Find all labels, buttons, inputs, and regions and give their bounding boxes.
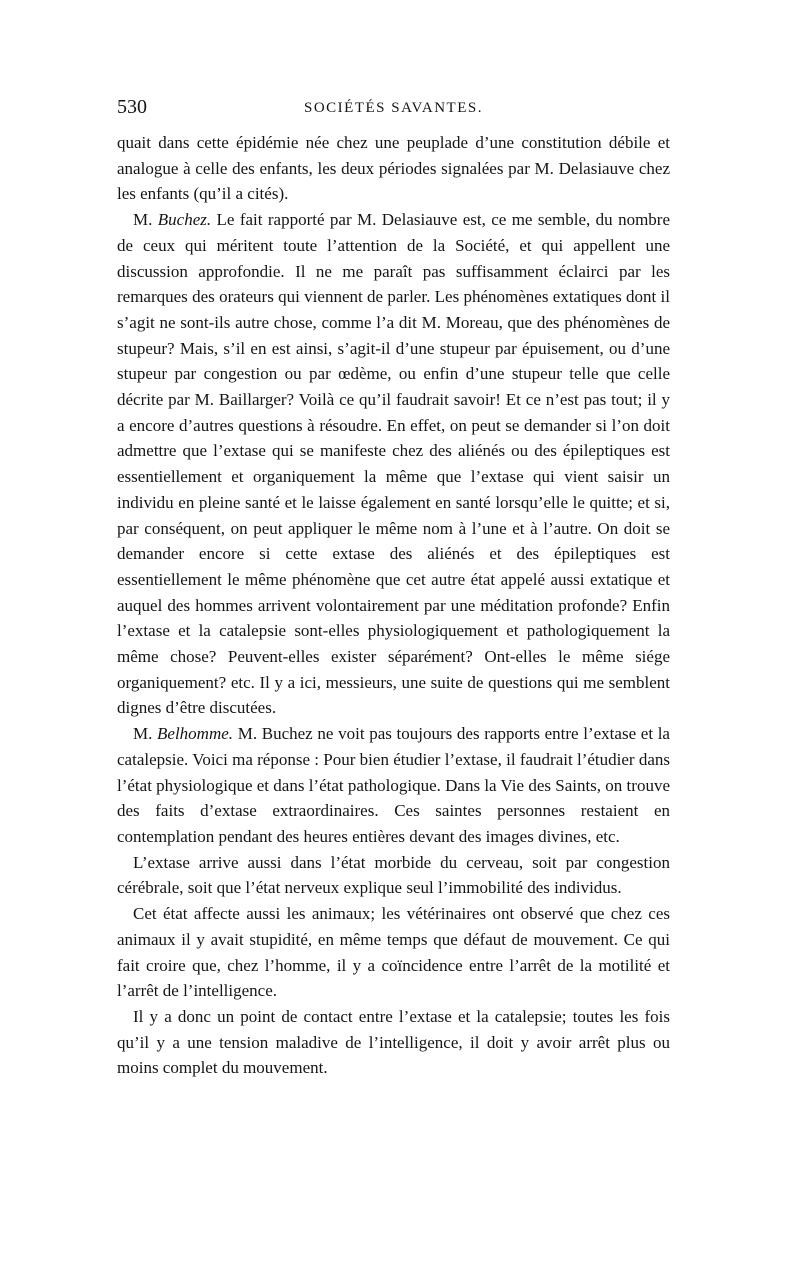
paragraph-text: L’extase arrive aussi dans l’état morbide du cerveau, soit par congestion cérébrale, soit que l’état nerveux explique seul l’immobilité des individus. (117, 852, 670, 898)
paragraph-conclusion (117, 1004, 670, 1081)
speaker-name: Buchez. (157, 210, 212, 230)
speaker-prefix: M. (133, 724, 158, 744)
paragraph-animaux (117, 901, 670, 1004)
paragraph-continuation (117, 130, 670, 207)
running-head: SOCIÉTÉS SAVANTES. (304, 100, 483, 116)
page-number: 530 (117, 96, 147, 118)
paragraph-buchez (117, 207, 670, 721)
paragraph-text: Cet état affecte aussi les animaux; les vétérinaires ont observé que chez ces animaux il y avait stupidité, en même temps que défaut de mouvement. Ce qui fait croire que, chez l’homme, il y a coïncidence entre l’arrêt de la motilité et l’arrêt de l’intelligence. (117, 904, 670, 1001)
paragraph-belhomme (117, 721, 670, 850)
speaker-name: Belhomme. (157, 724, 234, 744)
book-page (117, 93, 670, 1081)
paragraph-extase-morbide (117, 850, 670, 901)
paragraph-text: M. Buchez ne voit pas toujours des rapports entre l’extase et la catalepsie. Voici ma réponse : Pour bien étudier l’extase, il faudrait l’étudier dans l’état physiologique et dans l’état pathologique. Dans la Vie des Saints, on trouve des faits d’extase extraordinaires. Ces saintes personnes restaient en contemplation pendant des heures entières devant des images divines, etc. (117, 724, 670, 846)
page-body (117, 130, 670, 1081)
speaker-prefix: M. (133, 210, 158, 230)
paragraph-text: quait dans cette épidémie née chez une peuplade d’une constitution débile et analogue à celle des enfants, les deux périodes signalées par M. Delasiauve chez les enfants (qu’il a cités). (117, 133, 670, 204)
page-header (117, 93, 670, 121)
paragraph-text: Le fait rapporté par M. Delasiauve est, ce me semble, du nombre de ceux qui méritent toute l’attention de la Société, et qui appellent une discussion approfondie. Il ne me paraît pas suffisamment éclairci par les remarques des orateurs qui viennent de parler. Les phénomènes extatiques dont il s’agit ne sont-ils autre chose, comme l’a dit M. Moreau, que des phénomènes de stupeur? Mais, s’il en est ainsi, s’agit-il d’une stupeur par épuisement, ou d’une stupeur par congestion ou par œdème, ou enfin d’une stupeur telle que celle décrite par M. Baillarger? Voilà ce qu’il faudrait savoir! Et ce n’est pas tout; il y a encore d’autres questions à résoudre. En effet, on peut se demander si l’on doit admettre que l’extase qui se manifeste chez des aliénés ou des épileptiques est essentiellement et organiquement la même que l’extase qui vient saisir un individu en pleine santé et le laisse également en santé lorsqu’elle le quitte; et si, par conséquent, on peut appliquer le même nom à l’une et à l’autre. On doit se demander encore si cette extase des aliénés et des épileptiques est essentiellement le même phénomène que cet autre état appelé aussi extatique et auquel des hommes arrivent volontairement par une méditation profonde? Enfin l’extase et la catalepsie sont-elles physiologiquement et pathologiquement la même chose? Peuvent-elles exister séparément? Ont-elles le même siége organiquement? etc. Il y a ici, messieurs, une suite de questions qui me semblent dignes d’être discutées. (117, 210, 670, 718)
paragraph-text: Il y a donc un point de contact entre l’extase et la catalepsie; toutes les fois qu’il y a une tension maladive de l’intelligence, il doit y avoir arrêt plus ou moins complet du mouvement. (117, 1006, 670, 1078)
